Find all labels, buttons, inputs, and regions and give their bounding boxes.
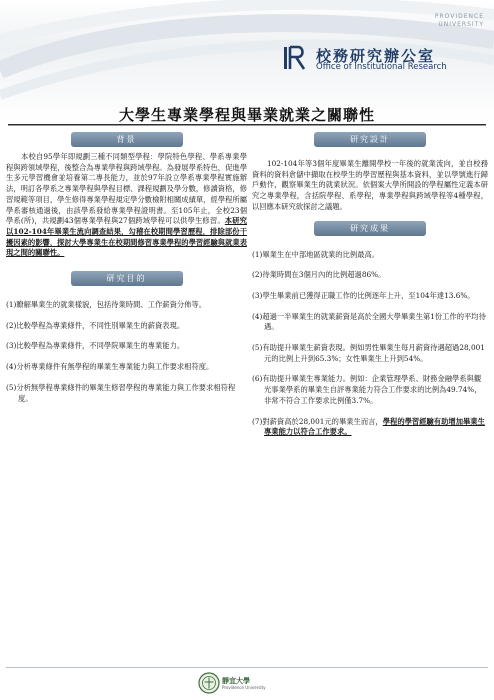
background-paragraph — [6, 152, 247, 259]
page-title: 大學生專業學程與畢業就業之關聯性 — [118, 106, 375, 124]
purpose-item: (3)比較學程為專業條件，不同學院畢業生的專業能力。 — [6, 341, 185, 351]
purpose-item: (4)分析專業條件有無學程的畢業生專業能力與工作要求相符度。 — [6, 362, 214, 372]
purpose-list — [6, 300, 247, 404]
footer-university-name: 靜宜大學 — [222, 677, 250, 685]
footer-university-english: Providence University — [222, 685, 266, 690]
purpose-item: (2)比較學程為專業條件，不同性別畢業生的薪資表現。 — [6, 320, 185, 330]
result-item: (6)有助提升畢業生專業能力。例如：企業管理學系、財務金融學系與觀光事業學系的畢業生自評專業能力符合工作要求的比例為49.74%，非常不符合工作要求比例僅3.7%。 — [252, 374, 482, 405]
university-english-name: PROVIDENCE UNIVERSITY — [434, 13, 484, 28]
university-seal-icon — [198, 672, 220, 694]
design-paragraph: 102-104年等3個年度畢業生離開學校一年後的就業流向，並自校務資料的資料倉儲中擷取在校學生的學習歷程與基本資料，並以學號進行歸戶動作，觀察畢業生的就業狀況。依個案大學所開設的學程屬性定義本研究之專業學程，含括院學程、系學程，專業學程與跨域學程等4種學程，以回應本研究欲探討之議題。 — [252, 159, 488, 211]
office-english-name: Office of Institutional Research — [316, 62, 447, 72]
section-heading-design: 研究設計 — [314, 132, 426, 147]
section-heading-purpose: 研究目的 — [71, 271, 183, 286]
result-7-emphasis: 學程的學習經驗有助增加畢業生專業能力以符合工作要求。 — [264, 416, 485, 437]
result-item: (1)畢業生在中部地區就業的比例最高。 — [252, 249, 380, 259]
result-item: (4)超過一半畢業生的就業薪資是高於全國大學畢業生第1份工作的平均待遇。 — [252, 311, 486, 332]
result-item: (2)待業時間在3個月內的比例超過86%。 — [252, 270, 386, 280]
purpose-item: (1)瞭解畢業生的就業樣貌，包括待業時間、工作薪資分佈等。 — [6, 300, 207, 310]
result-7-text: (7)對薪資高於28,001元的畢業生而言， — [252, 416, 383, 426]
footer-divider — [6, 667, 488, 668]
section-heading-background: 背景 — [71, 132, 183, 147]
result-item: (3)學生畢業前已獲得正職工作的比例逐年上升，至104年達13.6%。 — [252, 290, 475, 300]
result-item: (5)有助提升畢業生薪資表現。例如男性畢業生每月薪資待遇超過28,001元的比例上升到65.3%；女性畢業生上升到54%。 — [252, 343, 485, 363]
background-text: 本校自95學年即規劃三種不同類型學程：學院特色學程、學系專業學程與跨領域學程，後整合為專業學程與跨域學程。為發展學系特色，促進學生多元學習機會並培養第二專長能力，並於97年設立學系專業學程實施辦法，明訂各學系之專業學程與學程目標、課程規劃及學分數，修讀資格，修習規範等項目，學生修得專業學程規定學分數檢附相關成績單，經學程所屬學系審核通過後，由該學系發給專業學程證明書。至105年止，全校23個學系(所)，共規劃43個專業學程與27個跨域學程可以供學生修習。 — [6, 152, 247, 226]
result-item-7 — [252, 417, 488, 438]
section-heading-results: 研究成果 — [314, 221, 426, 236]
results-list — [252, 250, 488, 438]
purpose-item: (5)分析無學程專業條件的畢業生修習學程的專業能力與工作要求相符程度。 — [6, 382, 236, 403]
title-divider — [8, 124, 486, 126]
background-emphasis-text: 本研究以102-104年畢業生流向調查結果，勾稽在校期間學習歷程，排除部份干擾因素的影響，探討大學專業生在校期間修習專業學程的學習經驗與就業表現之間的關聯性。 — [6, 216, 248, 258]
left-column — [6, 132, 247, 414]
oir-logo-icon — [283, 45, 309, 71]
right-column — [252, 132, 488, 448]
office-chinese-name: 校務研究辦公室 — [316, 47, 436, 65]
